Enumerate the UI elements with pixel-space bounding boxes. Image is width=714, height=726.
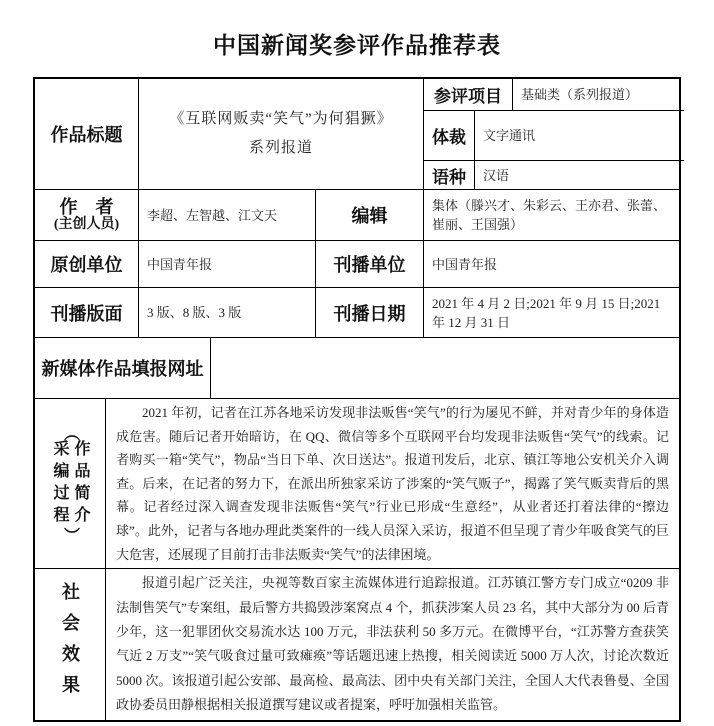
- row-page-date: [35, 287, 679, 337]
- recommendation-form-table: [33, 77, 681, 722]
- work-intro-body: [105, 399, 679, 568]
- broadcast-date-label: 刊播日期: [315, 288, 423, 337]
- broadcast-page-label: 刊播版面: [50, 303, 123, 324]
- entry-category-label: 参评项目: [434, 87, 502, 106]
- row-language: [424, 160, 684, 189]
- genre-value: 文字通讯: [474, 111, 684, 160]
- author-label-sub: (主创人员): [53, 217, 120, 233]
- editor-value: 集体（滕兴才、朱彩云、王亦君、张蕾、崔丽、王国强）: [423, 190, 679, 240]
- language-label: 语种: [432, 167, 466, 187]
- work-intro-text: 2021 年初，记者在江苏各地采访发现非法贩售“笑气”的行为屡见不鲜，并对青少年的身体造成危害。随后记者开始暗访，在 QQ、微信等多个互联网平台均发现非法贩售“笑气”的线索。记者购买一箱“笑气”，物品“当日下单、次日送达”。报道刊发后，北京、镇江等地公安机关介入调查。后来，在记者的努力下，在派出所独家采访了涉案的“笑气贩子”，揭露了笑气贩卖背后的黑幕。记者经过深入调查发现非法贩售“笑气”行业已形成“生意经”，从业者还打着法律的“擦边球”。此外，记者与各地办理此类案件的一线人员深入采访，报道不但呈现了青少年吸食笑气的巨大危害，还展现了目前打击非法贩卖“笑气”的法律困境。: [116, 405, 669, 562]
- row-new-media-url: [35, 337, 679, 398]
- editor-label: 编辑: [315, 190, 423, 240]
- original-unit-value: 中国青年报: [138, 241, 315, 287]
- row-units: [35, 240, 679, 287]
- row-author-editor: [35, 189, 679, 240]
- author-value: 李超、左智越、江文天: [138, 190, 315, 240]
- row-work-title: [35, 79, 679, 189]
- social-effect-text: 报道引起广泛关注，央视等数百家主流媒体进行追踪报道。江苏镇江警方专门成立“0209 非法制售笑气”专案组，最后警方共捣毁涉案窝点 4 个，抓获涉案人员 23 名，其中大部分为 00 后青少年，这一犯罪团伙交易流水达 100 万元，非法获利 50 多万元。在微博平台，“江苏警方查获笑气近 2 万支”“笑气吸食过量可致瘫痪”等话题迅速上热搜，相关阅读近 5000 万人次，讨论次数近 5000 次。该报道引起公安部、最高检、最高法、团中央有关部门关注，全国人大代表鲁曼、全国政协委员田静根据相关报道撰写建议或者提案，呼吁加强相关监管。: [116, 575, 669, 713]
- work-intro-label: [35, 399, 105, 568]
- broadcast-unit-value: 中国青年报: [423, 241, 679, 287]
- work-title-line-1: 《互联网贩卖“笑气”为何猖獗》: [169, 111, 393, 127]
- work-intro-vertical-label: [49, 426, 91, 542]
- language-value: 汉语: [474, 161, 684, 189]
- original-unit-label: 原创单位: [50, 255, 123, 275]
- social-effect-vertical-label: 社会效果: [60, 582, 80, 707]
- work-title-label: 作品标题: [50, 125, 123, 145]
- work-title-value: [138, 79, 423, 189]
- work-title-line-2: 系列报道: [248, 140, 313, 156]
- new-media-url-label: 新媒体作品填报网址: [41, 359, 204, 379]
- social-effect-label: [35, 569, 105, 719]
- row-entry-category: [424, 79, 684, 110]
- author-label-main: 作 者: [59, 196, 114, 217]
- broadcast-unit-label: 刊播单位: [315, 241, 423, 287]
- social-effect-body: [105, 569, 679, 719]
- broadcast-date-value: 2021 年 4 月 2 日;2021 年 9 月 15 日;2021 年 12 月 31 日: [423, 288, 679, 337]
- entry-category-value: 基础类（系列报道）: [512, 79, 684, 110]
- work-intro-label-right-column: 作品简介: [72, 439, 89, 528]
- page-title: 中国新闻奖参评作品推荐表: [213, 33, 501, 58]
- broadcast-page-value: 3 版、8 版、3 版: [138, 288, 315, 337]
- new-media-url-value: [210, 338, 679, 398]
- row-genre: [424, 110, 684, 160]
- row-social-effect: [35, 568, 679, 719]
- author-label: [35, 190, 138, 240]
- work-intro-label-columns: [49, 440, 91, 528]
- close-paren: ）: [61, 526, 79, 543]
- open-paren: （: [61, 424, 79, 441]
- row-work-intro: [35, 398, 679, 568]
- category-panel: [423, 79, 684, 189]
- genre-label: 体裁: [432, 128, 466, 147]
- work-intro-label-left-column: 采编过程: [51, 439, 68, 528]
